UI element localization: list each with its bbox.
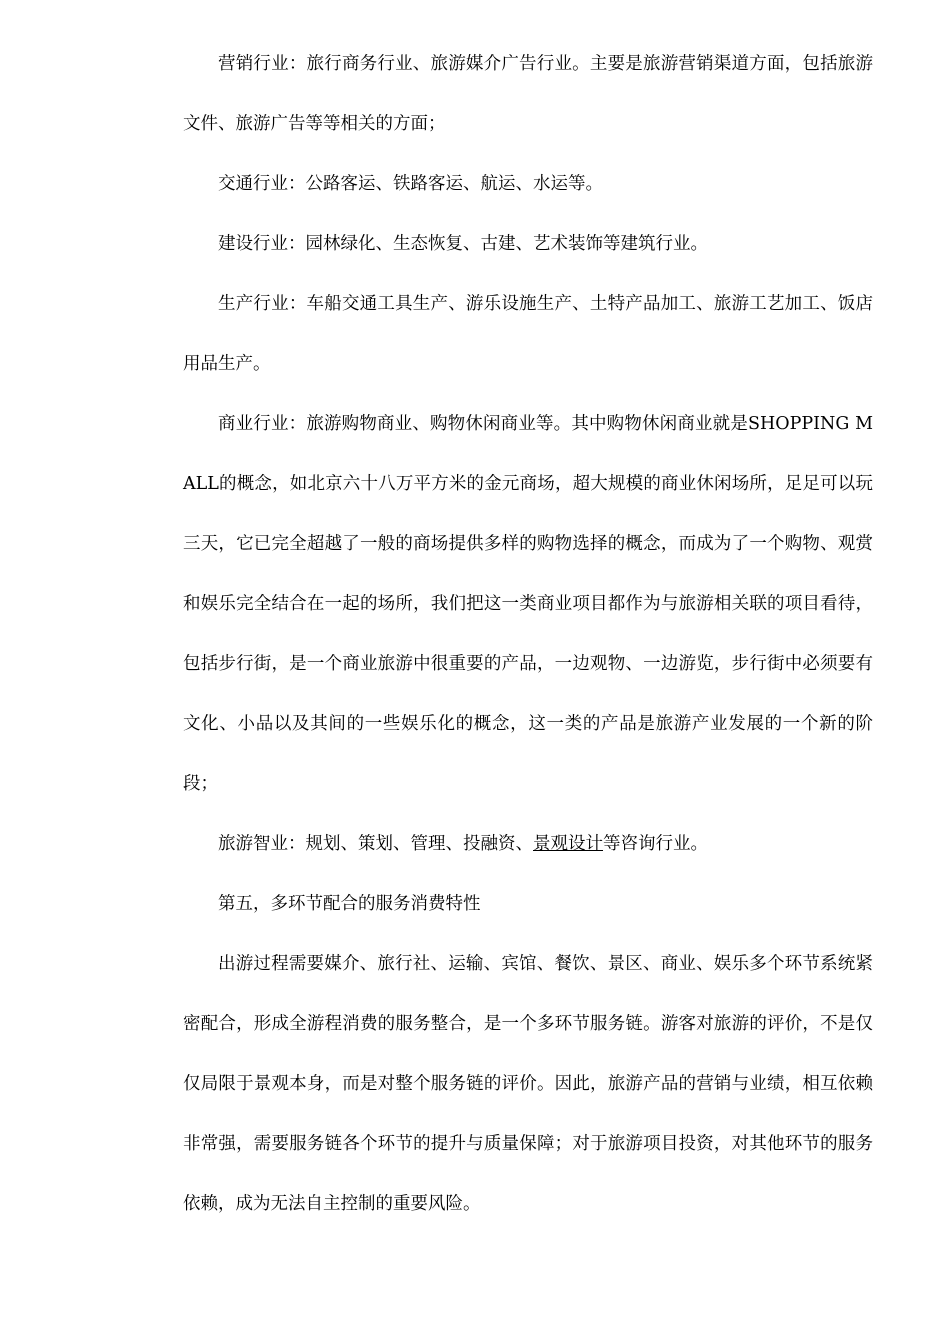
paragraph-construction-industry: 建设行业：园林绿化、生态恢复、古建、艺术装饰等建筑行业。 [218, 234, 708, 254]
landscape-design-link[interactable]: 景观设计 [533, 834, 603, 854]
consulting-text-before: 旅游智业：规划、策划、管理、投融资、 [218, 834, 533, 854]
section-heading-fifth: 第五，多环节配合的服务消费特性 [218, 894, 481, 914]
paragraph-transport-industry: 交通行业：公路客运、铁路客运、航运、水运等。 [218, 174, 603, 194]
document-body [183, 34, 873, 1234]
paragraph-commerce-industry: 商业行业：旅游购物商业、购物休闲商业等。其中购物休闲商业就是SHOPPING MALL的概念，如北京六十八万平方米的金元商场，超大规模的商业休闲场所，足足可以玩三天，它已完全超越了一般的商场提供多样的购物选择的概念，而成为了一个购物、观赏和娱乐完全结合在一起的场所，我们把这一类商业项目都作为与旅游相关联的项目看待，包括步行街，是一个商业旅游中很重要的产品，一边观物、一边游览，步行街中必须要有文化、小品以及其间的一些娱乐化的概念，这一类的产品是旅游产业发展的一个新的阶段； [183, 414, 873, 794]
paragraph-marketing-industry: 营销行业：旅行商务行业、旅游媒介广告行业。主要是旅游营销渠道方面，包括旅游文件、旅游广告等等相关的方面； [183, 54, 873, 134]
consulting-text-after: 等咨询行业。 [603, 834, 708, 854]
paragraph-service-chain: 出游过程需要媒介、旅行社、运输、宾馆、餐饮、景区、商业、娱乐多个环节系统紧密配合，形成全游程消费的服务整合，是一个多环节服务链。游客对旅游的评价，不是仅仅局限于景观本身，而是对整个服务链的评价。因此，旅游产品的营销与业绩，相互依赖非常强，需要服务链各个环节的提升与质量保障；对于旅游项目投资，对其他环节的服务依赖，成为无法自主控制的重要风险。 [183, 954, 873, 1214]
paragraph-production-industry: 生产行业：车船交通工具生产、游乐设施生产、土特产品加工、旅游工艺加工、饭店用品生产。 [183, 294, 873, 374]
paragraph-consulting-industry [183, 814, 873, 874]
